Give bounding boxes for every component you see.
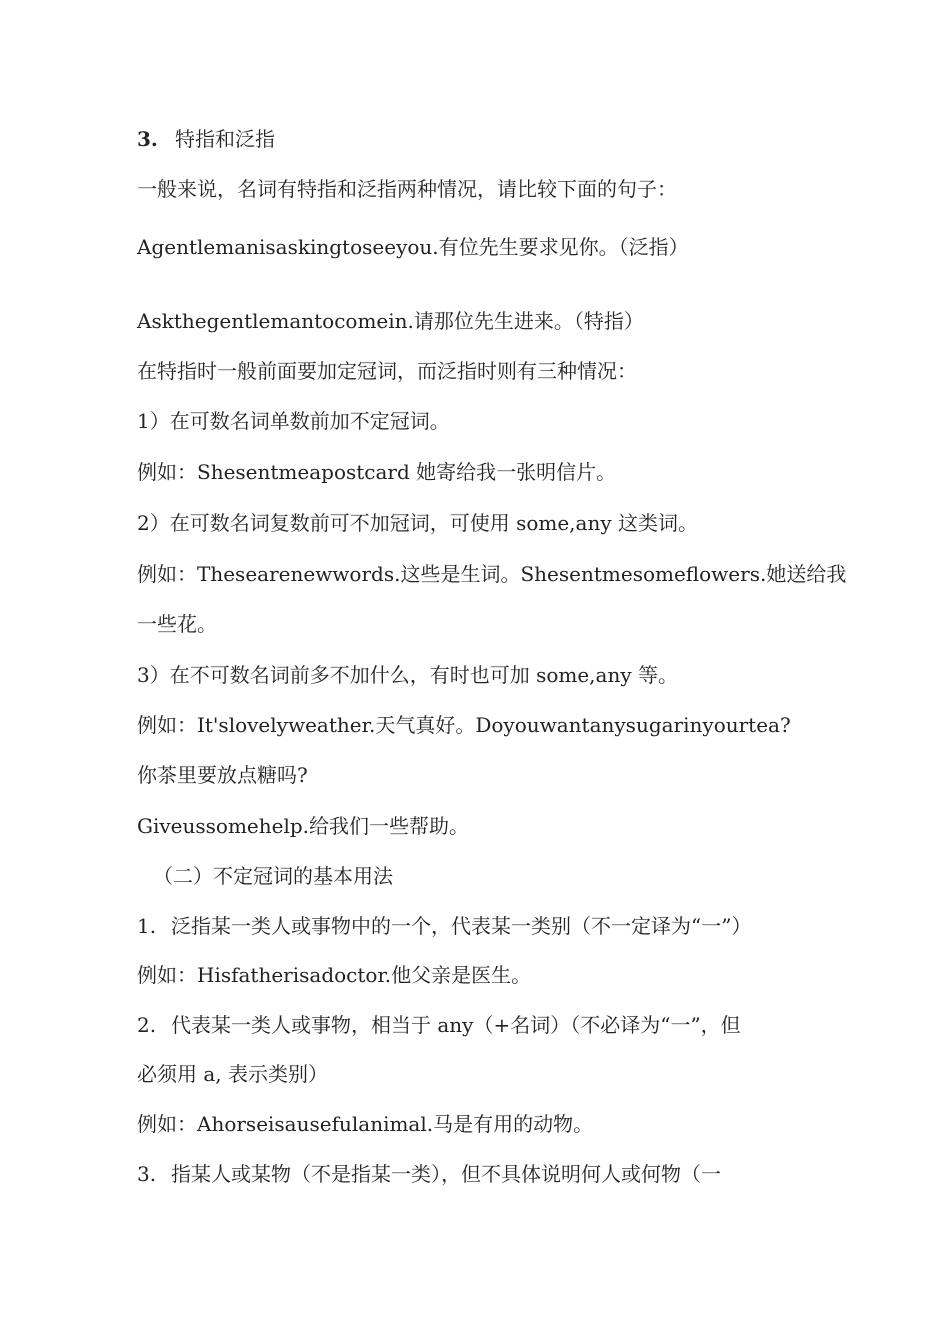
list-item: 2）在可数名词复数前可不加冠词，可使用 some,any 这类词。: [137, 511, 699, 535]
item-text: 指某人或某物（不是指某一类），但不具体说明何人或何物（一: [171, 1162, 721, 1186]
subsection-heading: （二）不定冠词的基本用法: [153, 864, 393, 888]
numbered-item: [137, 1160, 721, 1188]
example-line-continued: 你茶里要放点糖吗?: [137, 763, 308, 787]
list-item: 1）在可数名词单数前加不定冠词。: [137, 409, 450, 433]
item-text: 泛指某一类人或事物中的一个，代表某一类别（不一定译为“一”）: [171, 914, 752, 938]
section-heading: [137, 125, 275, 153]
heading-text: 特指和泛指: [175, 127, 275, 151]
example-line: 例如：It'slovelyweather.天气真好。Doyouwantanysugarinyourtea?: [137, 713, 791, 737]
numbered-item-continued: 必须用 a, 表示类别）: [137, 1062, 328, 1086]
example-line: Giveussomehelp.给我们一些帮助。: [137, 814, 470, 838]
heading-number: 3.: [137, 127, 158, 151]
example-line-continued: 一些花。: [137, 612, 217, 636]
item-number: 3.: [137, 1162, 157, 1186]
numbered-item: [137, 1011, 741, 1039]
paragraph-line: 一般来说，名词有特指和泛指两种情况，请比较下面的句子：: [137, 177, 677, 201]
numbered-item: [137, 912, 751, 940]
item-number: 2.: [137, 1013, 157, 1037]
item-text: 代表某一类人或事物，相当于 any（+名词）（不必译为“一”，但: [171, 1013, 741, 1037]
item-number: 1.: [137, 914, 157, 938]
example-line: 例如：Hisfatherisadoctor.他父亲是医生。: [137, 963, 532, 987]
list-item: 3）在不可数名词前多不加什么，有时也可加 some,any 等。: [137, 663, 679, 687]
example-line: 例如：Thesearenewwords.这些是生词。Shesentmesomeflowers.她送给我: [137, 562, 847, 586]
example-line: 例如：Shesentmeapostcard 她寄给我一张明信片。: [137, 460, 617, 484]
example-sentence: Agentlemanisaskingtoseeyou.有位先生要求见你。（泛指）: [137, 235, 689, 259]
example-sentence: Askthegentlemantocomein.请那位先生进来。（特指）: [137, 309, 644, 333]
paragraph-line: 在特指时一般前面要加定冠词，而泛指时则有三种情况：: [137, 359, 637, 383]
example-line: 例如：Ahorseisausefulanimal.马是有用的动物。: [137, 1112, 594, 1136]
